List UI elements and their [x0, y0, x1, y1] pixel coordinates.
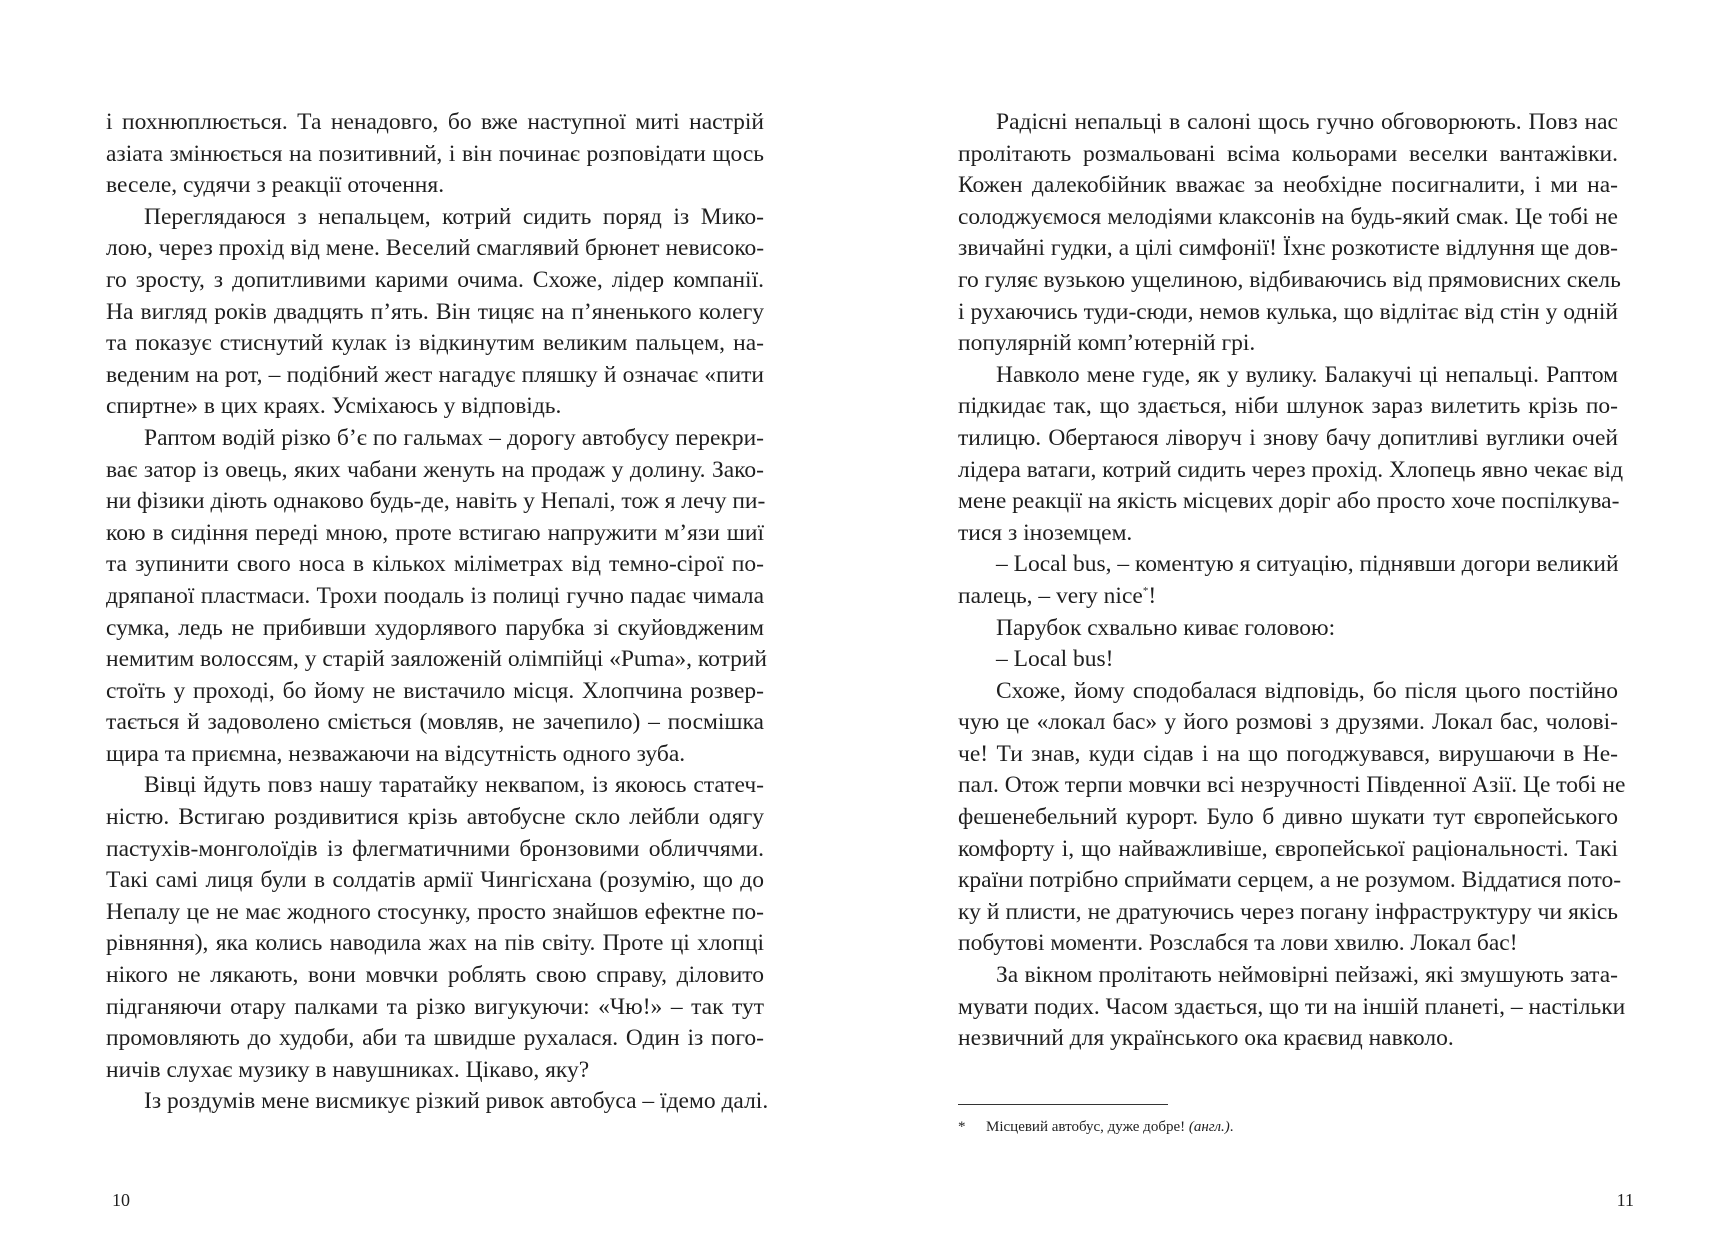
text-line	[958, 202, 1618, 234]
text-line-content: підкидає так, що здається, ніби шлунок зараз вилетить крізь по-	[958, 393, 1618, 420]
text-line-content: Такі самі лиця були в солдатів армії Чингісхана (розумію, що до	[106, 867, 764, 894]
text-line-content: промовляють до худоби, аби та швидше рухалася. Один із пого-	[106, 1025, 764, 1052]
text-line-content: тися з іноземцем.	[958, 519, 1133, 546]
text-line-content: Парубок схвально киває головою:	[996, 614, 1336, 641]
text-line	[958, 139, 1618, 171]
text-line	[106, 676, 764, 708]
text-line	[958, 992, 1626, 1024]
right-page	[856, 0, 1713, 1258]
text-line	[958, 644, 1618, 676]
text-line-content: спиртне» в цих краях. Усміхаюсь у відповідь.	[106, 393, 562, 420]
text-line	[106, 455, 764, 487]
text-line	[958, 707, 1618, 739]
text-line-content: го зросту, з допитливими карими очима. Схоже, лідер компанії.	[106, 266, 764, 293]
footnote-language-abbr: (англ.)	[1188, 1119, 1230, 1135]
text-line	[958, 486, 1618, 518]
text-line	[106, 202, 764, 234]
text-line	[106, 391, 764, 423]
text-line-content: пал. Отож терпи мовчки всі незручності Південної Азії. Це тобі не	[958, 772, 1626, 799]
text-line	[106, 1055, 764, 1087]
text-line-content: ку й плисти, не дратуючись через погану інфраструктуру чи якісь	[958, 898, 1618, 925]
text-line-content: Раптом водій різко б’є по гальмах – дорогу автобусу перекри-	[144, 424, 764, 451]
text-line-content: і рухаючись туди-сюди, немов кулька, що відлітає від стін у одній	[958, 298, 1618, 325]
footnote	[958, 1117, 1234, 1137]
text-line-content: популярній комп’ютерній грі.	[958, 330, 1256, 357]
text-line	[958, 518, 1618, 550]
text-line	[106, 360, 764, 392]
text-line	[106, 770, 764, 802]
text-line	[958, 328, 1618, 360]
text-line-content: веселе, судячи з реакції оточення.	[106, 172, 445, 199]
footnote-mark: *	[958, 1119, 966, 1135]
right-page-body-text	[958, 107, 1626, 1055]
text-line-content: – Local bus!	[996, 646, 1114, 673]
text-line	[106, 107, 764, 139]
footnote-reference: *	[1142, 585, 1149, 598]
text-line-content: ністю. Встигаю роздивитися крізь автобусне скло лейбли одягу	[106, 804, 764, 831]
text-line	[106, 265, 764, 297]
text-line	[958, 107, 1618, 139]
text-line-content: че! Ти знав, куди сідав і на що погоджувався, вирушаючи в Не-	[958, 740, 1618, 767]
text-line	[106, 613, 764, 645]
text-line-content: чую це «локал бас» у його розмові з друзями. Локал бас, чолові-	[958, 709, 1618, 736]
text-line-content: мувати подих. Часом здається, що ти на іншій планеті, – настільки	[958, 993, 1626, 1020]
footnote-end: .	[1229, 1119, 1234, 1135]
text-line	[106, 297, 764, 329]
text-line-content: За вікном пролітають неймовірні пейзажі, які змушують зата-	[996, 962, 1618, 989]
text-line-content: ни фізики діють однаково будь-де, навіть у Непалі, тож я лечу пи-	[106, 488, 766, 515]
text-line-content: палець, – very nice	[958, 582, 1143, 609]
text-line-content: ває затор із овець, яких чабани женуть на продаж у долину. Зако-	[106, 456, 764, 483]
text-line	[958, 676, 1618, 708]
text-line-content: кою в сидіння переді мною, проте встигаю напружити м’язи шиї	[106, 519, 764, 546]
text-line-content: комфорту і, що найважливіше, європейської раціональності. Такі	[958, 835, 1618, 862]
text-line	[958, 170, 1618, 202]
text-line	[958, 865, 1622, 897]
text-line-content: підганяючи отару палками та різко вигукуючи: «Чю!» – так тут	[106, 993, 764, 1020]
text-line-content: нікого не лякають, вони мовчки роблять свою справу, діловито	[106, 962, 764, 989]
text-line-content: веденим на рот, – подібний жест нагадує пляшку й означає «пити	[106, 361, 764, 388]
text-line-content: – Local bus, – коментую я ситуацію, піднявши догори великий	[996, 551, 1619, 578]
text-line-content: стоїть у проході, бо йому не вистачило місця. Хлопчина розвер-	[106, 677, 764, 704]
text-line	[958, 549, 1618, 581]
page-number-right: 11	[1616, 1190, 1634, 1210]
text-line	[958, 581, 1618, 613]
text-line-content: країни потрібно сприймати серцем, а не розумом. Віддатися пото-	[958, 867, 1622, 894]
text-line-content: побутові моменти. Розслабся та лови хвилю. Локал бас!	[958, 930, 1518, 957]
text-line	[106, 992, 764, 1024]
text-line	[106, 707, 764, 739]
text-line	[106, 1086, 769, 1118]
text-line	[106, 549, 764, 581]
text-line-content: та показує стиснутий кулак із відкинутим великим пальцем, на-	[106, 330, 764, 357]
text-line	[106, 1023, 764, 1055]
text-line	[958, 297, 1618, 329]
text-line-content: і похнюплюється. Та ненадовго, бо вже наступної миті настрій	[106, 109, 764, 135]
text-line	[106, 518, 764, 550]
text-line-content: пастухів-монголоїдів із флегматичними бронзовими обличчями.	[106, 835, 764, 862]
text-line-content: го гуляє вузькою ущелиною, відбиваючись від прямовисних скель	[958, 266, 1621, 293]
text-line-content: На вигляд років двадцять п’ять. Він тицяє на п’яненького колегу	[106, 298, 764, 325]
text-line	[958, 928, 1618, 960]
text-line-content: Вівці йдуть повз нашу таратайку неквапом, із якоюсь статеч-	[144, 772, 764, 799]
text-line	[106, 928, 764, 960]
text-line	[106, 897, 764, 929]
text-line	[958, 802, 1618, 834]
left-page	[0, 0, 856, 1258]
text-line	[106, 233, 764, 265]
text-line	[106, 644, 768, 676]
text-line	[958, 770, 1626, 802]
text-line-content: та зупинити свого носа в кількох міліметрах від темно-сірої по-	[106, 551, 764, 578]
text-line-content: ничів слухає музику в навушниках. Цікаво, яку?	[106, 1056, 590, 1083]
text-line-content: Із роздумів мене висмикує різкий ривок автобуса – їдемо далі.	[144, 1088, 769, 1115]
text-line-content: азіата змінюється на позитивний, і він починає розповідати щось	[106, 140, 764, 167]
text-line	[106, 139, 764, 171]
text-line	[958, 265, 1621, 297]
text-line	[106, 486, 764, 518]
page-number-left: 10	[112, 1190, 130, 1210]
text-line-content: Кожен далекобійник вважає за необхідне посигналити, і ми на-	[958, 172, 1618, 199]
text-line	[958, 423, 1618, 455]
text-line	[106, 802, 764, 834]
text-line	[106, 865, 764, 897]
text-line-content: рівняння), яка колись наводила жах на пів світу. Проте ці хлопці	[106, 930, 764, 957]
text-line-content: Радісні непальці в салоні щось гучно обговорюють. Повз нас	[996, 109, 1618, 135]
text-line-content: немитим волоссям, у старій заяложеній олімпійці «Puma», котрий	[106, 646, 768, 673]
text-line-content: Переглядаюся з непальцем, котрий сидить поряд із Мико-	[144, 203, 764, 230]
text-line	[106, 739, 764, 771]
footnote-separator	[958, 1104, 1168, 1105]
text-line-content: тається й задоволено сміється (мовляв, не зачепило) – посмішка	[106, 709, 764, 736]
text-line-content: мене реакції на якість місцевих доріг або просто хоче поспілкува-	[958, 488, 1620, 515]
text-line	[958, 897, 1618, 929]
text-line	[958, 739, 1618, 771]
text-line	[958, 1023, 1618, 1055]
text-line	[958, 960, 1618, 992]
text-line-content: Непалу це не має жодного стосунку, просто знайшов ефектне по-	[106, 898, 764, 925]
text-line-content: тилицю. Обертаюся ліворуч і знову бачу допитливі вуглики очей	[958, 424, 1618, 451]
text-line-content: солоджуємося мелодіями клаксонів на будь-який смак. Це тобі не	[958, 203, 1618, 230]
text-line-content: лідера ватаги, котрий сидить через прохід. Хлопець явно чекає від	[958, 456, 1624, 483]
text-line	[958, 391, 1618, 423]
text-line	[106, 170, 764, 202]
text-line-content: пролітають розмальовані всіма кольорами веселки вантажівки.	[958, 140, 1618, 167]
text-line	[958, 455, 1624, 487]
text-line-content: звичайні гудки, а цілі симфонії! Їхнє розкотисте відлуння ще дов-	[958, 235, 1618, 262]
footnote-text: Місцевий автобус, дуже добре!	[986, 1119, 1189, 1135]
left-page-body-text	[106, 107, 769, 1118]
text-line-content: дряпаної пластмаси. Трохи поодаль із полиці гучно падає чимала	[106, 582, 764, 609]
text-line-content: Навколо мене гуде, як у вулику. Балакучі ці непальці. Раптом	[996, 361, 1618, 388]
text-line-content: Схоже, йому сподобалася відповідь, бо після цього постійно	[996, 677, 1618, 704]
text-line-content: фешенебельний курорт. Було б дивно шукати тут європейського	[958, 804, 1618, 831]
text-line	[106, 834, 764, 866]
text-line	[958, 834, 1618, 866]
text-line	[106, 960, 764, 992]
text-line-content: незвичний для українського ока краєвид навколо.	[958, 1025, 1454, 1052]
text-line	[106, 328, 764, 360]
text-line	[958, 233, 1618, 265]
text-line	[106, 581, 764, 613]
text-line-content: щира та приємна, незважаючи на відсутність одного зуба.	[106, 740, 686, 767]
text-line-content: сумка, ледь не прибивши худорлявого парубка зі скуйовдженим	[106, 614, 764, 641]
text-line-suffix: !	[1148, 582, 1157, 609]
text-line	[106, 423, 764, 455]
text-line-content: лою, через прохід від мене. Веселий смаглявий брюнет невисоко-	[106, 235, 765, 262]
text-line	[958, 360, 1618, 392]
text-line	[958, 613, 1618, 645]
